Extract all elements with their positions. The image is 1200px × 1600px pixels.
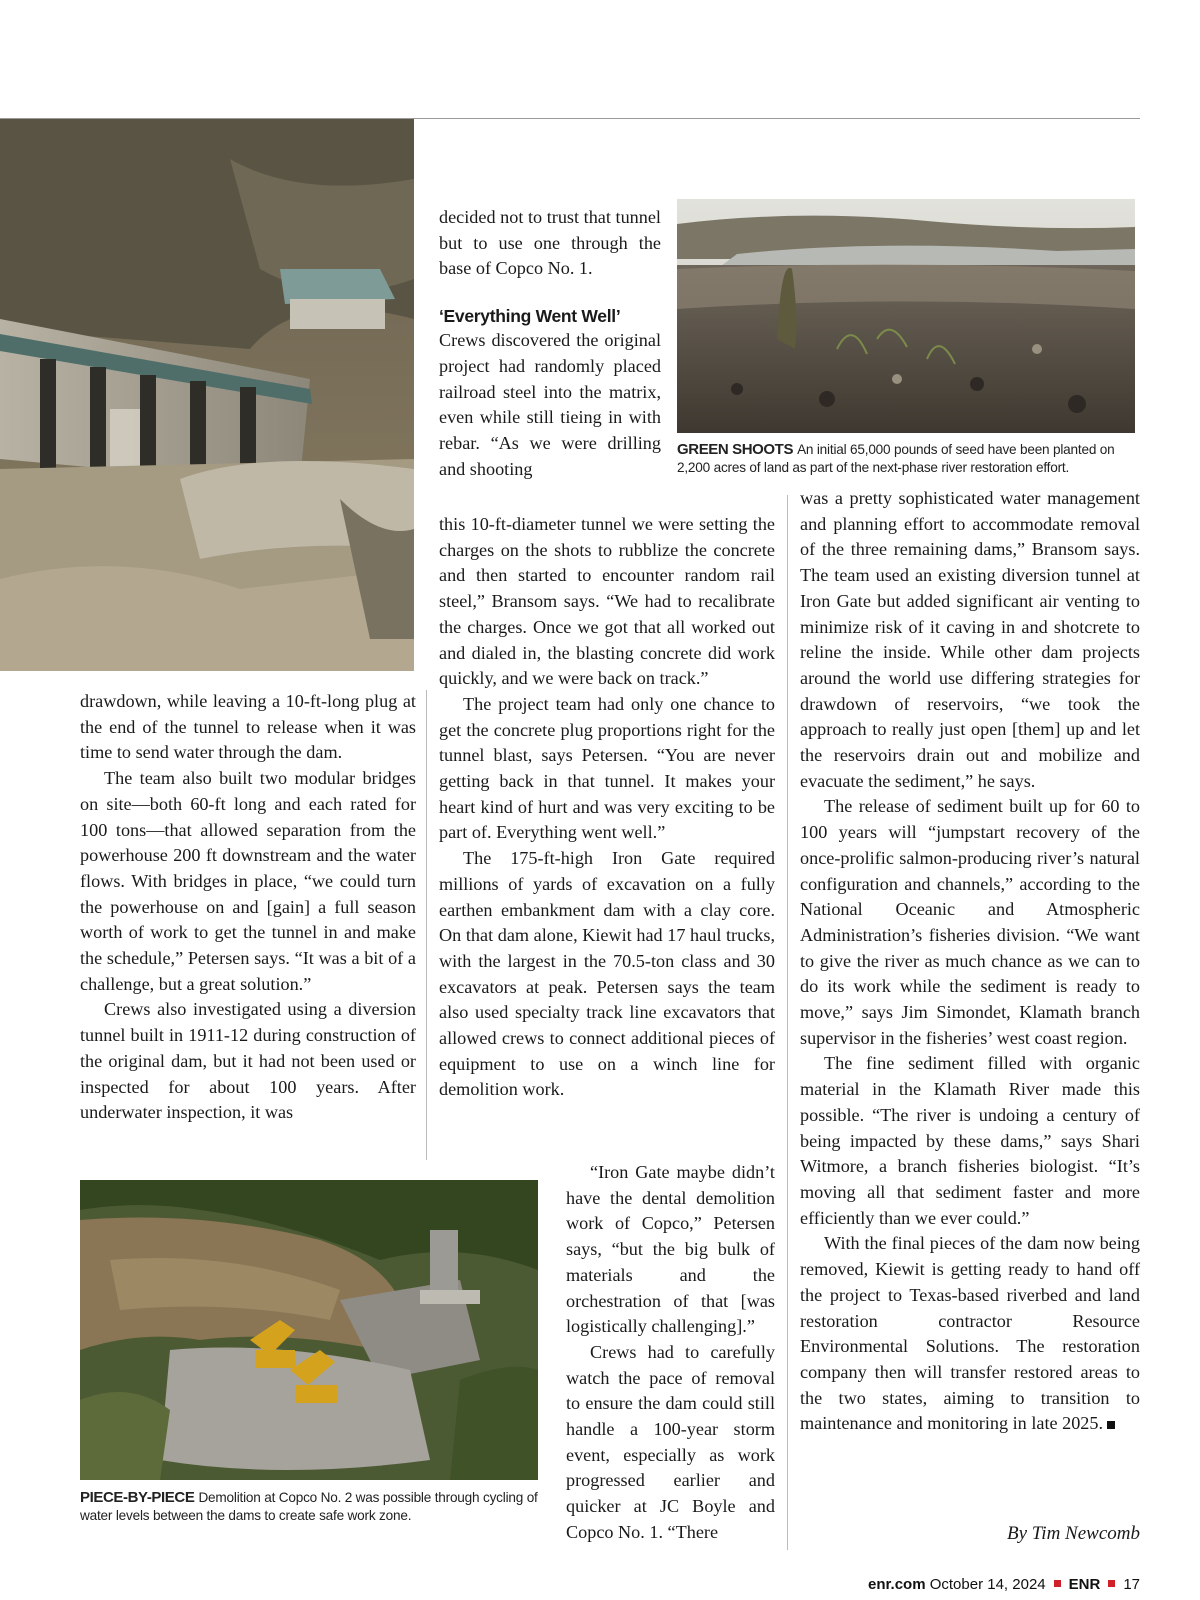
dam-photo — [0, 119, 414, 671]
paragraph: “Iron Gate maybe didn’t have the dental demolition work of Copco,” Petersen says, “but the big bulk of materials and the orchestration of that [was logistically challenging].” — [566, 1162, 775, 1337]
subhead: ‘Everything Went Well’ — [439, 306, 621, 327]
paragraph: The team also built two modular bridges on site—both 60-ft long and each rated for 100 tons—that allowed separation from the powerhouse 200 ft downstream and the water flows. With bridges in place, “we could turn the powerhouse on and [gain] a full season worth of work to get the tunnel in and make the schedule,” Petersen says. “It was a bit of a challenge, but a great solution.” — [80, 768, 416, 994]
paragraph: The project team had only one chance to get the concrete plug proportions right for the tunnel blast, says Petersen. “You are never getting back in that tunnel. It makes your heart kind of hurt and was very exciting to be part of. Everything went well.” — [439, 693, 775, 843]
footer-brand: ENR — [1068, 1576, 1101, 1593]
paragraph: was a pretty sophisticated water management and planning effort to accommodate removal of the three remaining dams,” Bransom says. The team used an existing diversion tunnel at Iron Gate but added significant air venting to minimize risk of it caving in and shotcrete to reline the inside. While other dam projects around the world use differing strategies for drawdown of reservoirs, “we took the approach to really just open [them] up and let the reservoirs drain out and mobilize and evacuate the sediment,” he says. — [800, 488, 1140, 791]
paragraph: decided not to trust that tunnel but to use one through the base of Copco No. 1. — [439, 207, 661, 279]
paragraph: Crews had to carefully watch the pace of removal to ensure the dam could still handle a 100-year storm event, especially as work progressed earlier and quicker at JC Boyle and Copco No. 1. “There — [566, 1341, 775, 1542]
page-footer — [868, 1576, 1140, 1593]
green-shoots-image — [677, 199, 1135, 433]
paragraph: drawdown, while leaving a 10-ft-long plug at the end of the tunnel to release when it was time to send water through the dam. — [80, 691, 416, 763]
green-shoots-photo — [677, 199, 1135, 433]
page-number: 17 — [1123, 1576, 1140, 1593]
paragraph-text: With the final pieces of the dam now being removed, Kiewit is getting ready to hand off the project to Texas-based riverbed and land restoration contractor Resource Environmental Solutions. The restoration company then will transfer restored areas to the two states, aiming to transition to maintenance and monitoring in late 2025. — [800, 1233, 1140, 1434]
footer-site[interactable]: enr.com — [868, 1576, 926, 1593]
article-column-1 — [80, 689, 416, 1126]
paragraph-final — [800, 1231, 1140, 1437]
caption-text: Demolition at Copco No. 2 was possible through cycling of water levels between the dams to create safe work zone. — [80, 1490, 538, 1523]
article-column-2 — [439, 512, 775, 1103]
article-column-3 — [800, 486, 1140, 1437]
dam-photo-image — [0, 119, 414, 671]
end-of-article-mark — [1107, 1421, 1115, 1429]
green-shoots-caption — [677, 441, 1139, 477]
paragraph: this 10-ft-diameter tunnel we were setting the charges on the shots to rubblize the concrete and then started to encounter random rail steel,” Bransom says. “We had to recalibrate the charges. Once we got that all worked out and dialed in, the blasting concrete did work quickly, and we were back on track.” — [439, 514, 775, 689]
byline: By Tim Newcomb — [1007, 1523, 1140, 1544]
article-column-2-top — [439, 205, 661, 482]
piece-by-piece-caption — [80, 1489, 540, 1525]
column-divider — [426, 690, 427, 1160]
red-square-icon — [1108, 1580, 1115, 1587]
paragraph: Crews also investigated using a diversion tunnel built in 1911-12 during construction of the original dam, but it had not been used or inspected for about 100 years. After underwater inspection, it was — [80, 999, 416, 1123]
piece-by-piece-image — [80, 1180, 538, 1480]
column-divider — [787, 495, 788, 1550]
red-square-icon — [1054, 1580, 1061, 1587]
paragraph: The fine sediment filled with organic material in the Klamath River made this possible. “The river is undoing a century of being impacted by these dams,” says Shari Witmore, a branch fisheries biologist. “It’s moving all that sediment faster and more efficiently than we ever could.” — [800, 1053, 1140, 1228]
paragraph: The 175-ft-high Iron Gate required millions of yards of excavation on a fully earthen embankment dam with a clay core. On that dam alone, Kiewit had 17 haul trucks, with the largest in the 70.5-ton class and 30 excavators at peak. Petersen says the team also used specialty track line excavators that allowed crews to connect additional pieces of equipment to use on a winch line for demolition work. — [439, 848, 775, 1100]
caption-tag: GREEN SHOOTS — [677, 441, 794, 458]
piece-by-piece-photo — [80, 1180, 538, 1480]
caption-tag: PIECE-BY-PIECE — [80, 1489, 195, 1506]
footer-date: October 14, 2024 — [929, 1576, 1046, 1593]
paragraph: Crews discovered the original project had randomly placed railroad steel into the matrix, even while still tieing in with rebar. “As we were drilling and shooting — [439, 330, 661, 479]
caption-text: An initial 65,000 pounds of seed have been planted on 2,200 acres of land as part of the next-phase river restoration effort. — [677, 442, 1115, 475]
paragraph: The release of sediment built up for 60 to 100 years will “jumpstart recovery of the once-prolific salmon-producing river’s natural configuration and channels,” according to the National Oceanic and Atmospheric Administration’s fisheries division. “We want to give the river as much chance as we can to do its work while the sediment is ready to move,” says Jim Simondet, Klamath branch supervisor in the fisheries’ west coast region. — [800, 796, 1140, 1048]
article-column-2-bottom — [566, 1160, 775, 1546]
